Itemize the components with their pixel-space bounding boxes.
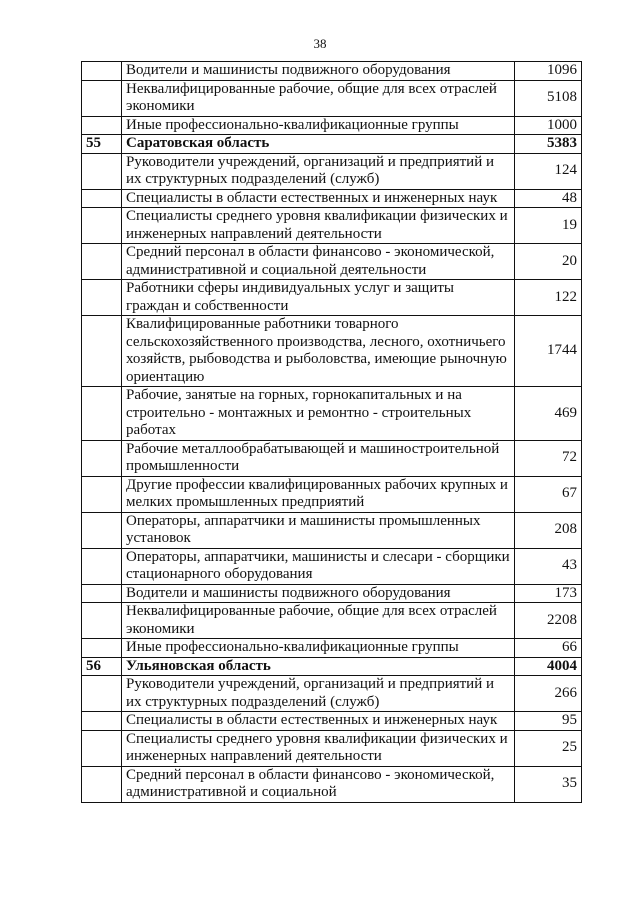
group-value: 95 <box>515 712 582 731</box>
row-number <box>82 80 122 116</box>
occupation-group: Специалисты в области естественных и инженерных наук <box>122 712 515 731</box>
table-row <box>82 512 582 548</box>
group-value: 20 <box>515 244 582 280</box>
occupation-group: Руководители учреждений, организаций и предприятий и их структурных подразделений (служб) <box>122 676 515 712</box>
row-number <box>82 584 122 603</box>
group-value: 1744 <box>515 316 582 387</box>
table-row <box>82 244 582 280</box>
table-row <box>82 766 582 802</box>
table-row <box>82 62 582 81</box>
table-row <box>82 639 582 658</box>
table-row <box>82 116 582 135</box>
occupation-group: Работники сферы индивидуальных услуг и защиты граждан и собственности <box>122 280 515 316</box>
table-row <box>82 603 582 639</box>
occupation-group: Средний персонал в области финансово - экономической, административной и социальной <box>122 766 515 802</box>
data-table <box>81 61 582 803</box>
group-value: 208 <box>515 512 582 548</box>
group-value: 66 <box>515 639 582 658</box>
group-value: 469 <box>515 387 582 441</box>
occupation-group: Иные профессионально-квалификационные группы <box>122 116 515 135</box>
group-value: 67 <box>515 476 582 512</box>
table-row <box>82 676 582 712</box>
occupation-group: Рабочие, занятые на горных, горнокапитальных и на строительно - монтажных и ремонтно - строительных работах <box>122 387 515 441</box>
group-value: 19 <box>515 208 582 244</box>
group-value: 124 <box>515 153 582 189</box>
row-number <box>82 440 122 476</box>
region-row <box>82 657 582 676</box>
occupation-group: Другие профессии квалифицированных рабочих крупных и мелких промышленных предприятий <box>122 476 515 512</box>
group-value: 2208 <box>515 603 582 639</box>
table-body <box>82 62 582 803</box>
row-number <box>82 62 122 81</box>
table-row <box>82 387 582 441</box>
group-value: 72 <box>515 440 582 476</box>
occupation-group: Специалисты среднего уровня квалификации физических и инженерных направлений деятельности <box>122 730 515 766</box>
group-value: 173 <box>515 584 582 603</box>
table-row <box>82 476 582 512</box>
row-number <box>82 603 122 639</box>
row-number <box>82 676 122 712</box>
row-number <box>82 512 122 548</box>
table-row <box>82 189 582 208</box>
row-number <box>82 766 122 802</box>
occupation-group: Специалисты среднего уровня квалификации физических и инженерных направлений деятельности <box>122 208 515 244</box>
row-number <box>82 116 122 135</box>
row-number <box>82 730 122 766</box>
row-number <box>82 189 122 208</box>
row-number <box>82 476 122 512</box>
table-row <box>82 548 582 584</box>
table-row <box>82 584 582 603</box>
table-row <box>82 208 582 244</box>
occupation-group: Неквалифицированные рабочие, общие для всех отраслей экономики <box>122 80 515 116</box>
group-value: 43 <box>515 548 582 584</box>
occupation-group: Квалифицированные работники товарного сельскохозяйственного производства, лесного, охотничьего хозяйств, рыбоводства и рыболовства, имеющие рыночную ориентацию <box>122 316 515 387</box>
row-number: 56 <box>82 657 122 676</box>
group-value: 5108 <box>515 80 582 116</box>
occupation-group: Водители и машинисты подвижного оборудования <box>122 584 515 603</box>
table-row <box>82 80 582 116</box>
row-number <box>82 153 122 189</box>
region-row <box>82 135 582 154</box>
occupation-group: Средний персонал в области финансово - экономической, административной и социальной деятельности <box>122 244 515 280</box>
region-total: 5383 <box>515 135 582 154</box>
table-row <box>82 730 582 766</box>
group-value: 25 <box>515 730 582 766</box>
group-value: 35 <box>515 766 582 802</box>
row-number <box>82 244 122 280</box>
table-row <box>82 280 582 316</box>
row-number <box>82 712 122 731</box>
occupation-group: Операторы, аппаратчики и машинисты промышленных установок <box>122 512 515 548</box>
occupation-group: Рабочие металлообрабатывающей и машиностроительной промышленности <box>122 440 515 476</box>
table-row <box>82 712 582 731</box>
row-number <box>82 316 122 387</box>
occupation-group: Операторы, аппаратчики, машинисты и слесари - сборщики стационарного оборудования <box>122 548 515 584</box>
occupation-group: Специалисты в области естественных и инженерных наук <box>122 189 515 208</box>
region-name: Саратовская область <box>122 135 515 154</box>
group-value: 266 <box>515 676 582 712</box>
occupation-group: Неквалифицированные рабочие, общие для всех отраслей экономики <box>122 603 515 639</box>
table-row <box>82 153 582 189</box>
table-row <box>82 440 582 476</box>
group-value: 1096 <box>515 62 582 81</box>
row-number <box>82 208 122 244</box>
row-number <box>82 280 122 316</box>
row-number <box>82 387 122 441</box>
group-value: 1000 <box>515 116 582 135</box>
group-value: 48 <box>515 189 582 208</box>
occupation-group: Водители и машинисты подвижного оборудования <box>122 62 515 81</box>
table-row <box>82 316 582 387</box>
row-number <box>82 639 122 658</box>
region-total: 4004 <box>515 657 582 676</box>
page-number: 38 <box>313 36 327 51</box>
occupation-group: Руководители учреждений, организаций и предприятий и их структурных подразделений (служб) <box>122 153 515 189</box>
row-number: 55 <box>82 135 122 154</box>
occupation-group: Иные профессионально-квалификационные группы <box>122 639 515 658</box>
group-value: 122 <box>515 280 582 316</box>
row-number <box>82 548 122 584</box>
region-name: Ульяновская область <box>122 657 515 676</box>
